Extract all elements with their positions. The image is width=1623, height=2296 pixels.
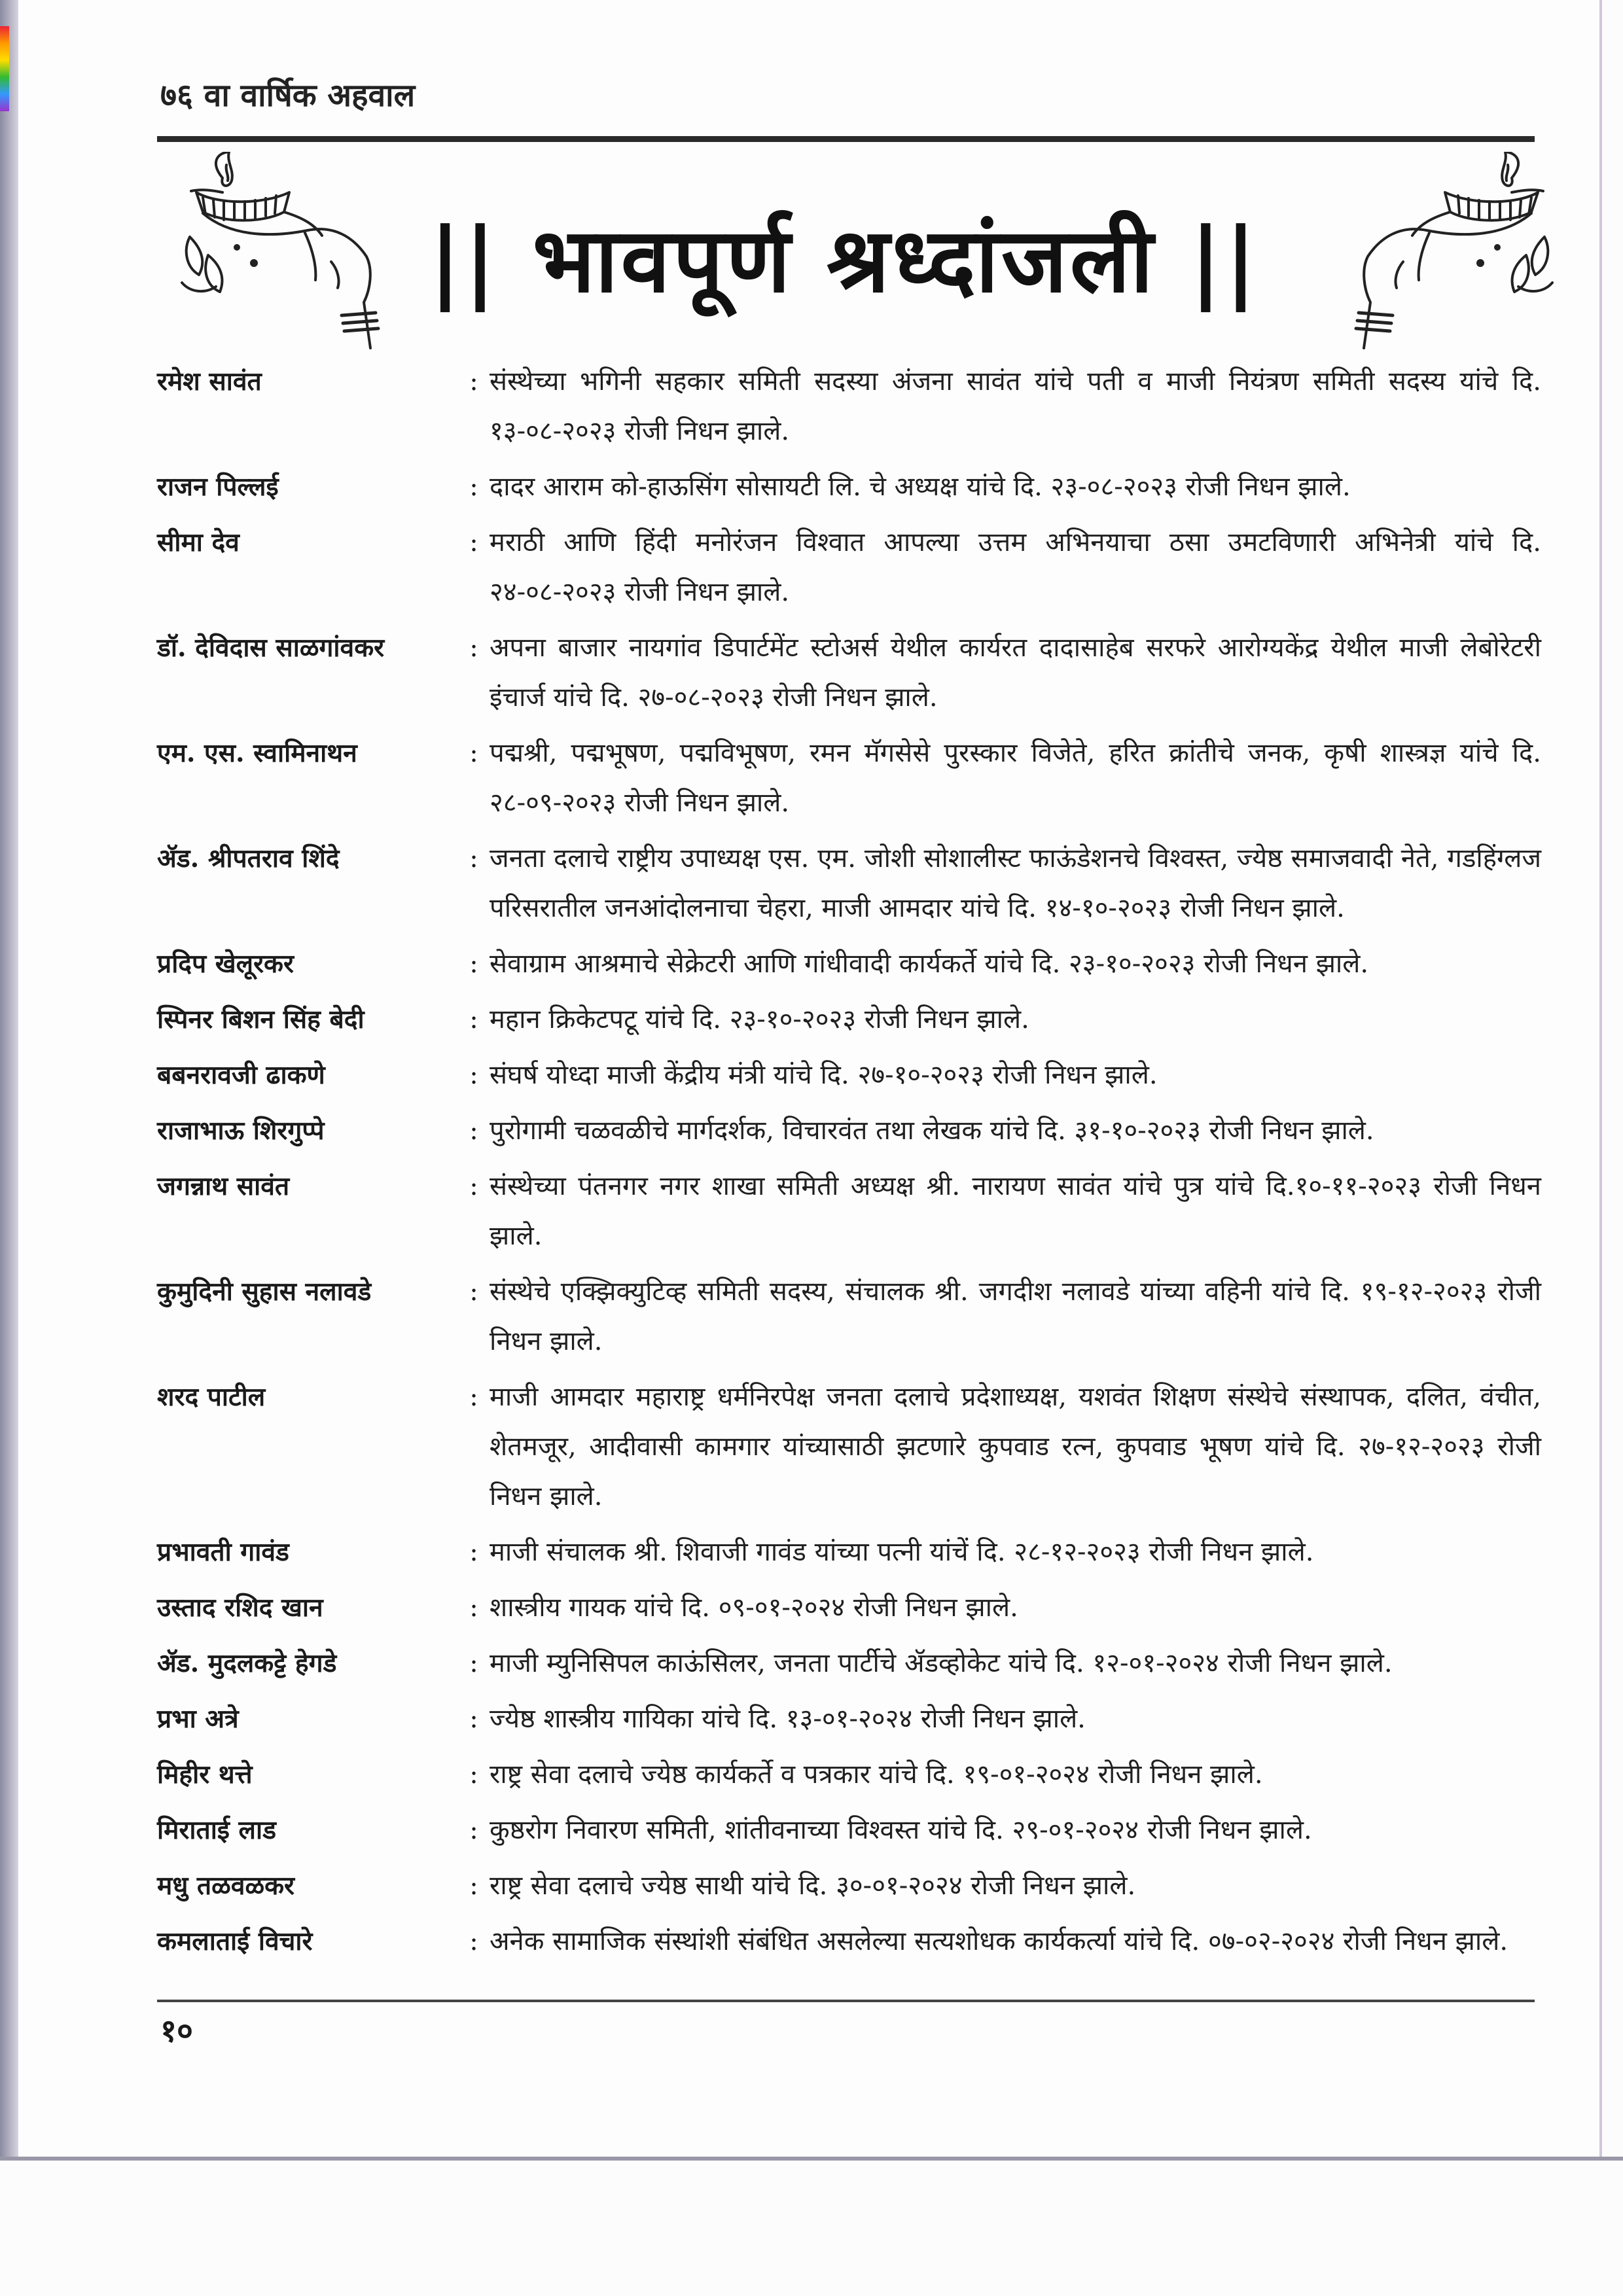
- page-title: || भावपूर्ण श्रध्दांजली ||: [429, 208, 1260, 313]
- separator-colon: :: [469, 1593, 478, 1623]
- list-item: [157, 939, 1541, 989]
- list-item: [157, 1161, 1541, 1261]
- person-name: उस्ताद रशिद खान: [157, 1593, 323, 1623]
- obituary-text: कुष्ठरोग निवारण समिती, शांतीवनाच्या विश्वस्त यांचे दि. २९-०१-२०२४ रोजी निधन झाले.: [490, 1815, 1312, 1845]
- list-item: [157, 357, 1541, 456]
- obituary-text: शास्त्रीय गायक यांचे दि. ०९-०१-२०२४ रोजी निधन झाले.: [490, 1593, 1018, 1623]
- list-item: [157, 1106, 1541, 1156]
- color-tab-strip: [0, 26, 9, 111]
- list-item: [157, 1750, 1541, 1799]
- person-name: राजाभाऊ शिरगुप्पे: [157, 1116, 325, 1146]
- obituary-text: सेवाग्राम आश्रमाचे सेक्रेटरी आणि गांधीवादी कार्यकर्ते यांचे दि. २३-१०-२०२३ रोजी निधन झाले.: [490, 949, 1369, 979]
- separator-colon: :: [469, 1759, 478, 1790]
- separator-colon: :: [469, 527, 478, 557]
- separator-colon: :: [469, 1004, 478, 1034]
- separator-colon: :: [469, 843, 478, 874]
- obituary-text: संस्थेचे एक्झिक्युटिव्ह समिती सदस्य, संचालक श्री. जगदीश नलावडे यांच्या वहिनी यांचे दि. १९-१२-२०२३ रोजी निधन झाले.: [490, 1277, 1541, 1356]
- person-name: मिराताई लाड: [157, 1815, 276, 1845]
- separator-colon: :: [469, 1382, 478, 1412]
- list-item: [157, 518, 1541, 617]
- separator-colon: :: [469, 1171, 478, 1201]
- list-item: [157, 834, 1541, 933]
- list-item: [157, 1583, 1541, 1633]
- separator-colon: :: [469, 1704, 478, 1734]
- person-name: सीमा देव: [157, 527, 240, 557]
- person-name: मिहीर थत्ते: [157, 1759, 253, 1790]
- obituary-text: जनता दलाचे राष्ट्रीय उपाध्यक्ष एस. एम. जोशी सोशालीस्ट फाऊंडेशनचे विश्वस्त, ज्येष्ठ समाजवादी नेते, गडहिंग्लज परिसरातील जनआंदोलनाचा चेहरा, माजी आमदार यांचे दि. १४-१०-२०२३ रोजी निधन झाले.: [490, 843, 1541, 923]
- list-item: [157, 728, 1541, 828]
- person-name: बबनरावजी ढाकणे: [157, 1060, 325, 1090]
- list-item: [157, 995, 1541, 1044]
- person-name: मधु तळवळकर: [157, 1871, 294, 1901]
- separator-colon: :: [469, 1060, 478, 1090]
- person-name: एम. एस. स्वामिनाथन: [157, 738, 357, 768]
- list-item: [157, 623, 1541, 722]
- person-name: कुमुदिनी सुहास नलावडे: [157, 1277, 372, 1307]
- person-name: रमेश सावंत: [157, 366, 262, 397]
- person-name: ॲड. मुदलकट्टे हेगडे: [157, 1648, 337, 1678]
- diya-hand-icon-left: [177, 152, 406, 355]
- separator-colon: :: [469, 1815, 478, 1845]
- obituary-text: माजी म्युनिसिपल काऊंसिलर, जनता पार्टीचे ॲडव्होकेट यांचे दि. १२-०१-२०२४ रोजी निधन झाले.: [490, 1648, 1393, 1678]
- page-number: १०: [160, 2013, 193, 2049]
- obituary-list: [157, 357, 1541, 1972]
- obituary-text: महान क्रिकेटपटू यांचे दि. २३-१०-२०२३ रोजी निधन झाले.: [490, 1004, 1029, 1034]
- page-bottom-edge: [0, 2157, 1623, 2161]
- obituary-text: पुरोगामी चळवळीचे मार्गदर्शक, विचारवंत तथा लेखक यांचे दि. ३१-१०-२०२३ रोजी निधन झाले.: [490, 1116, 1374, 1146]
- page-binding-edge: [0, 0, 18, 2159]
- obituary-text: ज्येष्ठ शास्त्रीय गायिका यांचे दि. १३-०१-२०२४ रोजी निधन झाले.: [490, 1704, 1086, 1734]
- list-item: [157, 1861, 1541, 1911]
- person-name: स्पिनर बिशन सिंह बेदी: [157, 1004, 365, 1034]
- separator-colon: :: [469, 472, 478, 502]
- person-name: प्रभा अत्रे: [157, 1704, 239, 1734]
- obituary-text: संघर्ष योध्दा माजी केंद्रीय मंत्री यांचे दि. २७-१०-२०२३ रोजी निधन झाले.: [490, 1060, 1158, 1090]
- obituary-text: माजी आमदार महाराष्ट्र धर्मनिरपेक्ष जनता दलाचे प्रदेशाध्यक्ष, यशवंत शिक्षण संस्थेचे संस्थापक, दलित, वंचीत, शेतमजूर, आदीवासी कामगार यांच्यासाठी झटणारे कुपवाड रत्न, कुपवाड भूषण यांचे दि. २७-१२-२०२३ रोजी निधन झाले.: [490, 1382, 1541, 1511]
- separator-colon: :: [469, 1116, 478, 1146]
- list-item: [157, 1267, 1541, 1366]
- separator-colon: :: [469, 738, 478, 768]
- obituary-text: अनेक सामाजिक संस्थांशी संबंधित असलेल्या सत्यशोधक कार्यकर्त्या यांचे दि. ०७-०२-२०२४ रोजी निधन झाले.: [490, 1926, 1508, 1956]
- person-name: जगन्नाथ सावंत: [157, 1171, 290, 1201]
- person-name: कमलाताई विचारे: [157, 1926, 313, 1956]
- list-item: [157, 1916, 1541, 1966]
- list-item: [157, 1805, 1541, 1855]
- list-item: [157, 1527, 1541, 1577]
- separator-colon: :: [469, 366, 478, 397]
- person-name: प्रभावती गावंड: [157, 1537, 289, 1567]
- report-header-title: ७६ वा वार्षिक अहवाल: [160, 77, 416, 114]
- header-rule: [157, 136, 1535, 142]
- separator-colon: :: [469, 1926, 478, 1956]
- separator-colon: :: [469, 1871, 478, 1901]
- separator-colon: :: [469, 633, 478, 663]
- footer-rule: [157, 2000, 1535, 2002]
- separator-colon: :: [469, 1277, 478, 1307]
- person-name: राजन पिल्लई: [157, 472, 279, 502]
- obituary-text: राष्ट्र सेवा दलाचे ज्येष्ठ कार्यकर्ते व पत्रकार यांचे दि. १९-०१-२०२४ रोजी निधन झाले.: [490, 1759, 1263, 1790]
- separator-colon: :: [469, 949, 478, 979]
- person-name: डॉ. देविदास साळगांवकर: [157, 633, 385, 663]
- person-name: प्रदिप खेलूरकर: [157, 949, 294, 979]
- obituary-text: राष्ट्र सेवा दलाचे ज्येष्ठ साथी यांचे दि. ३०-०१-२०२४ रोजी निधन झाले.: [490, 1871, 1136, 1901]
- obituary-text: पद्मश्री, पद्मभूषण, पद्मविभूषण, रमन मॅगसेसे पुरस्कार विजेते, हरित क्रांतीचे जनक, कृषी शास्त्रज्ञ यांचे दि. २८-०९-२०२३ रोजी निधन झाले.: [490, 738, 1541, 818]
- person-name: शरद पाटील: [157, 1382, 266, 1412]
- separator-colon: :: [469, 1537, 478, 1567]
- person-name: ॲड. श्रीपतराव शिंदे: [157, 843, 340, 874]
- list-item: [157, 1050, 1541, 1100]
- list-item: [157, 1694, 1541, 1744]
- list-item: [157, 1638, 1541, 1688]
- separator-colon: :: [469, 1648, 478, 1678]
- obituary-text: संस्थेच्या पंतनगर नगर शाखा समिती अध्यक्ष श्री. नारायण सावंत यांचे पुत्र यांचे दि.१०-११-२०२३ रोजी निधन झाले.: [490, 1171, 1541, 1251]
- diya-hand-icon-right: [1329, 152, 1558, 355]
- obituary-text: मराठी आणि हिंदी मनोरंजन विश्वात आपल्या उत्तम अभिनयाचा ठसा उमटविणारी अभिनेत्री यांचे दि. २४-०८-२०२३ रोजी निधन झाले.: [490, 527, 1541, 607]
- obituary-text: अपना बाजार नायगांव डिपार्टमेंट स्टोअर्स येथील कार्यरत दादासाहेब सरफरे आरोग्यकेंद्र येथील माजी लेबोरेटरी इंचार्ज यांचे दि. २७-०८-२०२३ रोजी निधन झाले.: [490, 633, 1541, 713]
- obituary-text: माजी संचालक श्री. शिवाजी गावंड यांच्या पत्नी यांचें दि. २८-१२-२०२३ रोजी निधन झाले.: [490, 1537, 1314, 1567]
- list-item: [157, 1372, 1541, 1521]
- obituary-text: दादर आराम को-हाऊसिंग सोसायटी लि. चे अध्यक्ष यांचे दि. २३-०८-२०२३ रोजी निधन झाले.: [490, 472, 1351, 502]
- obituary-text: संस्थेच्या भगिनी सहकार समिती सदस्या अंजना सावंत यांचे पती व माजी नियंत्रण समिती सदस्य यांचे दि. १३-०८-२०२३ रोजी निधन झाले.: [490, 366, 1541, 446]
- list-item: [157, 462, 1541, 512]
